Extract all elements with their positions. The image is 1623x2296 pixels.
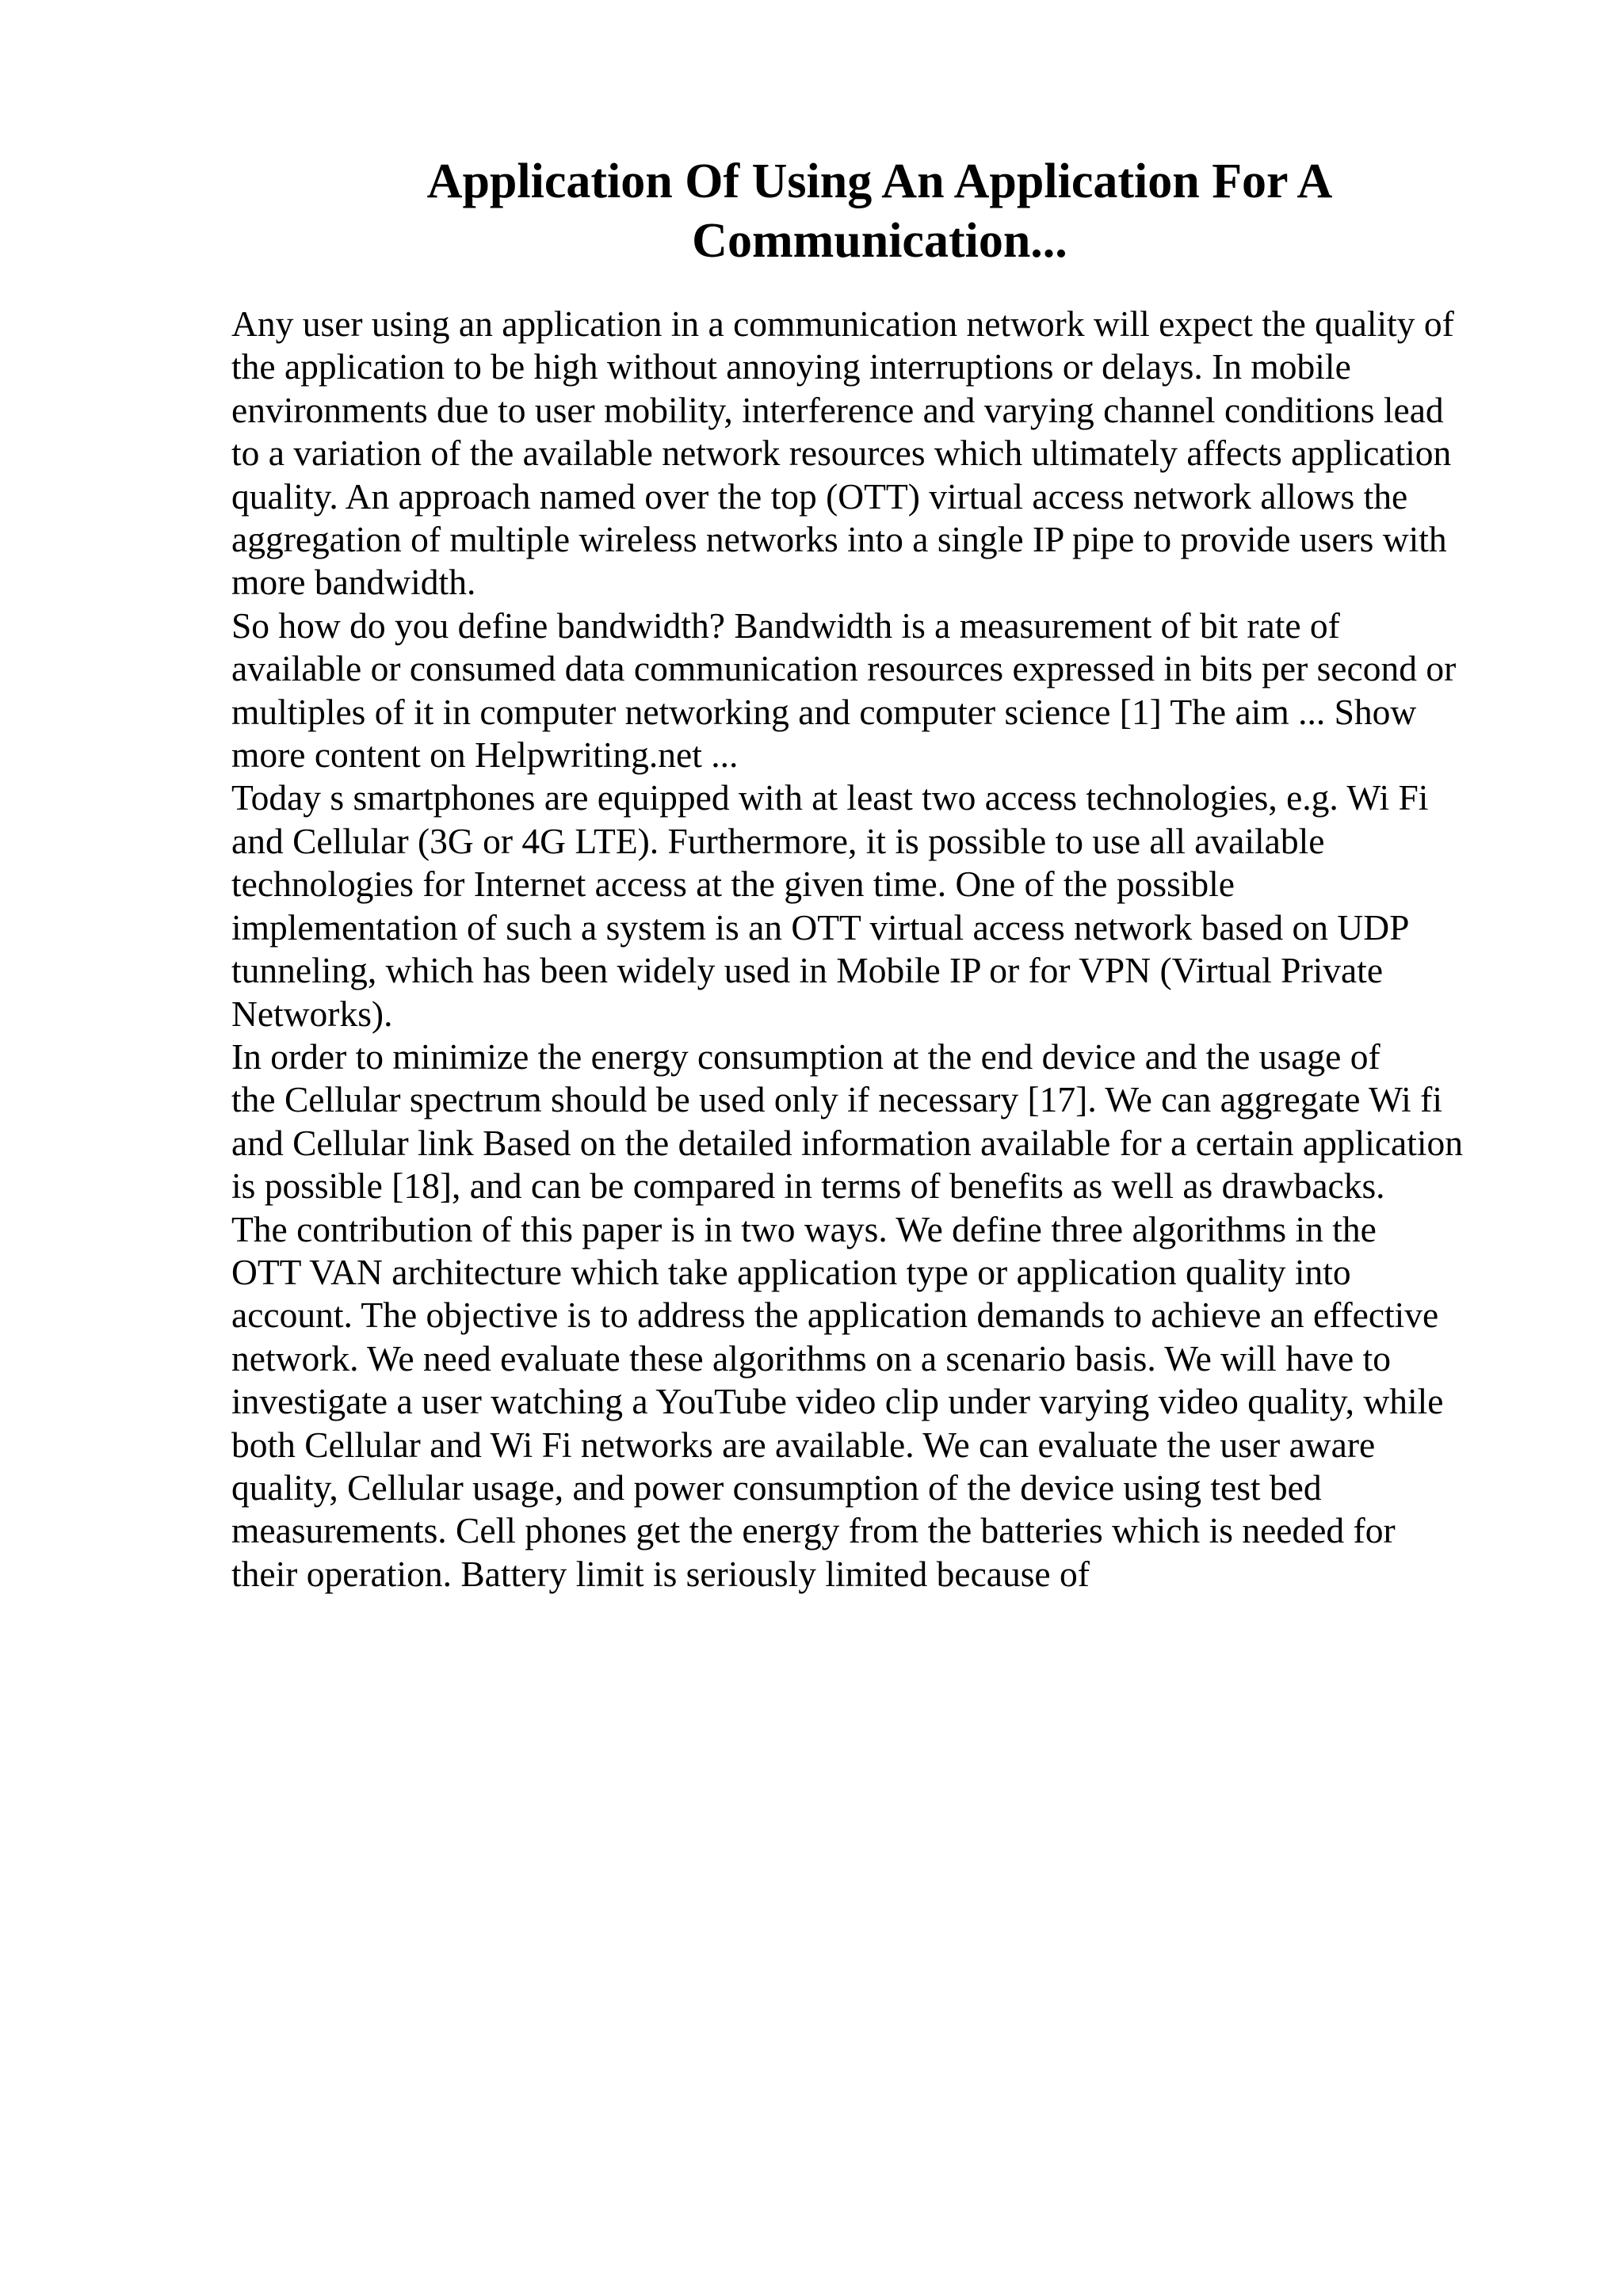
body-line: Networks). <box>231 993 393 1034</box>
body-line: implementation of such a system is an OTT virtual access network based on UDP <box>231 906 1410 948</box>
body-line: available or consumed data communication resources expressed in bits per second or <box>231 648 1457 689</box>
body-line: both Cellular and Wi Fi networks are available. We can evaluate the user aware <box>231 1424 1376 1465</box>
body-line: quality. An approach named over the top (OTT) virtual access network allows the <box>231 475 1408 517</box>
body-line: the application to be high without annoying interruptions or delays. In mobile <box>231 346 1351 387</box>
body-line: measurements. Cell phones get the energy from the batteries which is needed for <box>231 1510 1396 1551</box>
body-line: OTT VAN architecture which take application type or application quality into <box>231 1251 1351 1292</box>
body-line: technologies for Internet access at the given time. One of the possible <box>231 864 1235 905</box>
body-line: their operation. Battery limit is seriously limited because of <box>231 1553 1090 1594</box>
document-title <box>301 152 1458 271</box>
body-line: Any user using an application in a communication network will expect the quality of <box>231 303 1454 344</box>
body-line: network. We need evaluate these algorithms on a scenario basis. We will have to <box>231 1337 1391 1379</box>
body-line: Today s smartphones are equipped with at least two access technologies, e.g. Wi Fi <box>231 777 1429 818</box>
body-line: environments due to user mobility, interference and varying channel conditions lead <box>231 389 1444 430</box>
body-line: and Cellular link Based on the detailed information available for a certain application <box>231 1122 1464 1163</box>
body-line: the Cellular spectrum should be used only if necessary [17]. We can aggregate Wi fi <box>231 1079 1442 1120</box>
title-line: Communication... <box>692 214 1067 268</box>
body-line: more content on Helpwriting.net ... <box>231 734 739 776</box>
body-line: quality, Cellular usage, and power consumption of the device using test bed <box>231 1466 1322 1508</box>
body-line: is possible [18], and can be compared in terms of benefits as well as drawbacks. <box>231 1165 1385 1207</box>
document-body <box>231 303 1515 1596</box>
body-line: to a variation of the available network resources which ultimately affects application <box>231 433 1452 474</box>
body-line: and Cellular (3G or 4G LTE). Furthermore, it is possible to use all available <box>231 820 1325 861</box>
title-line: Application Of Using An Application For A <box>426 154 1333 208</box>
body-line: multiples of it in computer networking and computer science [1] The aim ... Show <box>231 691 1417 732</box>
body-line: aggregation of multiple wireless networks into a single IP pipe to provide users with <box>231 519 1447 560</box>
body-line: The contribution of this paper is in two ways. We define three algorithms in the <box>231 1208 1377 1249</box>
body-line: So how do you define bandwidth? Bandwidth is a measurement of bit rate of <box>231 605 1340 646</box>
body-line: In order to minimize the energy consumption at the end device and the usage of <box>231 1035 1381 1077</box>
body-line: tunneling, which has been widely used in Mobile IP or for VPN (Virtual Private <box>231 950 1384 991</box>
body-line: account. The objective is to address the application demands to achieve an effective <box>231 1295 1439 1336</box>
body-line: investigate a user watching a YouTube video clip under varying video quality, while <box>231 1381 1444 1422</box>
body-line: more bandwidth. <box>231 562 476 603</box>
